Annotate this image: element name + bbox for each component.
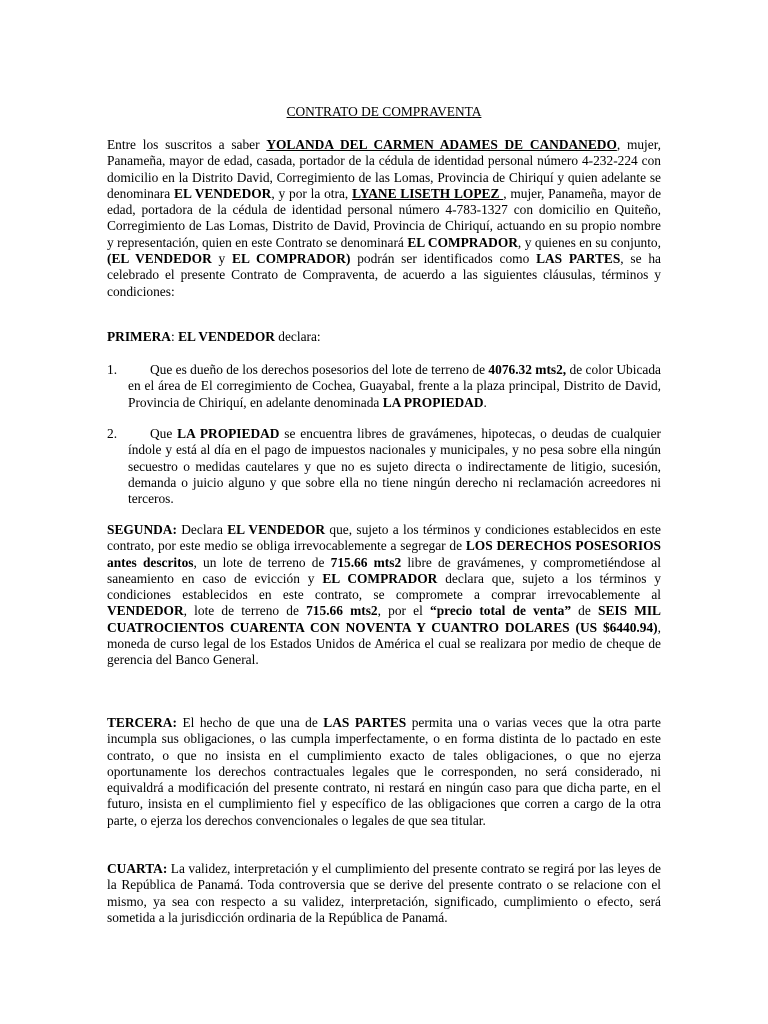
seller-label: VENDEDOR — [107, 603, 184, 619]
clause-label: SEGUNDA: — [107, 522, 177, 537]
clause-text: , por el — [377, 603, 430, 619]
property-label: LA PROPIEDAD — [382, 394, 484, 410]
list-number: 2. — [107, 426, 118, 441]
clause-text: , moneda de curso legal de los Estados Unidos de América el cual se realizara por medio de cheque de gerencia del Banco General. — [107, 619, 661, 668]
property-label: LA PROPIEDAD — [177, 426, 280, 441]
clause-text: de — [571, 603, 598, 619]
buyer-name: LYANE LISETH LOPEZ — [352, 185, 504, 201]
rights-label: LOS DERECHOS POSESORIOS antes descritos — [107, 538, 661, 570]
item-text: se encuentra libres de gravámenes, hipotecas, o deudas de cualquier índole y está al día en el pago de impuestos nacionales y municipales, y no pesa sobre ella ningún secuestro o medidas cautelares y que no es sujeto directa o indirectamente de litigio, sucesión, demanda o juicio alguno y que sobre ella no tiene ningún derecho ni reclamación acreedores ni terceros. — [128, 426, 661, 507]
price-label: “precio total de venta” — [430, 603, 572, 619]
area-value: 4076.32 mts2, — [488, 362, 567, 377]
item-text: de color Ubicada en el área de El corregimiento de Cochea, Guayabal, frente a la plaza principal, Distrito de David, Provincia de Chiriquí, en adelante denominada — [128, 362, 661, 410]
buyer-label: EL COMPRADOR — [322, 570, 438, 586]
price-amount: SEIS MIL CUATROCIENTOS CUARENTA CON NOVENTA Y CUANTRO DOLARES (US $6440.94) — [107, 603, 661, 635]
list-item — [107, 362, 661, 411]
clause-text: libre de gravámenes, y comprometiéndose al saneamiento en caso de evicción y — [107, 554, 661, 586]
area-value: 715.66 mts2 — [330, 554, 402, 570]
primera-heading — [107, 329, 661, 345]
list-item-text — [128, 362, 661, 411]
seller-label: EL VENDEDOR — [174, 185, 272, 201]
intro-paragraph — [107, 137, 661, 300]
seller-name: YOLANDA DEL CARMEN ADAMES DE CANDANEDO — [266, 137, 617, 152]
parties-buyer: EL COMPRADOR) — [232, 251, 351, 267]
clause-text: declara: — [274, 329, 321, 344]
list-number: 1. — [107, 362, 118, 377]
intro-text: , y por la otra, — [271, 185, 353, 201]
clause-label: PRIMERA — [107, 329, 171, 344]
clause-text: La validez, interpretación y el cumplimiento del presente contrato se regirá por las leyes de la República de Panamá. Toda controversia que se derive del presente contrato o se relacione con el mismo, ya sea con respecto a su validez, interpretación, significado, cumplimiento o efecto, será sometida a la jurisdicción ordinaria de la República de Panamá. — [107, 861, 661, 925]
tercera-paragraph — [107, 715, 661, 829]
clause-text: El hecho de que una de — [176, 715, 324, 730]
list-item-text — [128, 426, 661, 507]
intro-text: , mujer, Panameña, mayor de edad, casada, portador de la cédula de identidad personal número 4-232-224 con domicilio en la Distrito David, Corregimiento de las Lomas, Provincia de Chiriquí y quien adelante se denominara — [107, 137, 661, 201]
clause-text: declara que, sujeto a los términos y condiciones establecidos en este contrato, se compromete a comprar irrevocablemente al — [107, 570, 661, 603]
clause-text: Declara — [176, 522, 228, 537]
item-text: Que — [150, 426, 178, 441]
intro-text: Entre los suscritos a saber — [107, 137, 267, 152]
buyer-label: EL COMPRADOR — [407, 234, 518, 250]
parties-seller: (EL VENDEDOR — [107, 251, 212, 267]
intro-text: podrán ser identificados como — [350, 251, 537, 267]
cuarta-paragraph — [107, 861, 661, 926]
list-item — [107, 426, 661, 507]
intro-text: y — [211, 251, 233, 267]
clause-label: TERCERA: — [107, 715, 177, 730]
intro-text: , y quienes en su conjunto, — [517, 234, 661, 250]
parties-label: LAS PARTES — [323, 715, 407, 730]
item-text: . — [483, 394, 487, 410]
clause-label: CUARTA: — [107, 861, 168, 876]
seller-label: EL VENDEDOR — [227, 522, 326, 537]
clause-text: , un lote de terreno de — [193, 554, 331, 570]
intro-text: , se ha celebrado el presente Contrato de Compraventa, de acuerdo a las siguientes cláusulas, términos y condiciones: — [107, 251, 661, 299]
item-text: Que es dueño de los derechos posesorios del lote de terreno de — [150, 362, 489, 377]
clause-text: , lote de terreno de — [183, 603, 307, 619]
clause-text: que, sujeto a los términos y condiciones establecidos en este contrato, por este medio se obliga irrevocablemente a segregar de — [107, 522, 661, 554]
contract-title: CONTRATO DE COMPRAVENTA — [286, 104, 482, 119]
segunda-paragraph — [107, 522, 661, 669]
parties-label: LAS PARTES — [536, 251, 621, 267]
area-value: 715.66 mts2 — [306, 603, 378, 619]
seller-label: EL VENDEDOR — [178, 329, 275, 344]
intro-text: , mujer, Panameña, mayor de edad, portadora de la cédula de identidad personal número 4-783-1327 con domicilio en Quiteño, Corregimiento de Las Lomas, Distrito de David, Provincia de Chiriquí, actuando en su propio nombre y representación, quien en este Contrato se denominará — [107, 185, 662, 250]
clause-colon: : — [170, 329, 179, 344]
clause-text: permita una o varias veces que la otra parte incumpla sus obligaciones, o las cumpla imperfectamente, o en forma distinta de lo pactado en este contrato, o que no insista en el cumplimiento exacto de tales obligaciones, o que no ejerza oportunamente los derechos contractuales legales que le corresponden, no será considerado, ni equivaldrá a modificación del presente contrato, ni restará en ningún caso para que dicha parte, en el futuro, insista en el cumplimiento fiel y específico de las obligaciones que corren a cargo de la otra parte, o ejerza los derechos convencionales o legales de que sea titular. — [107, 715, 661, 828]
